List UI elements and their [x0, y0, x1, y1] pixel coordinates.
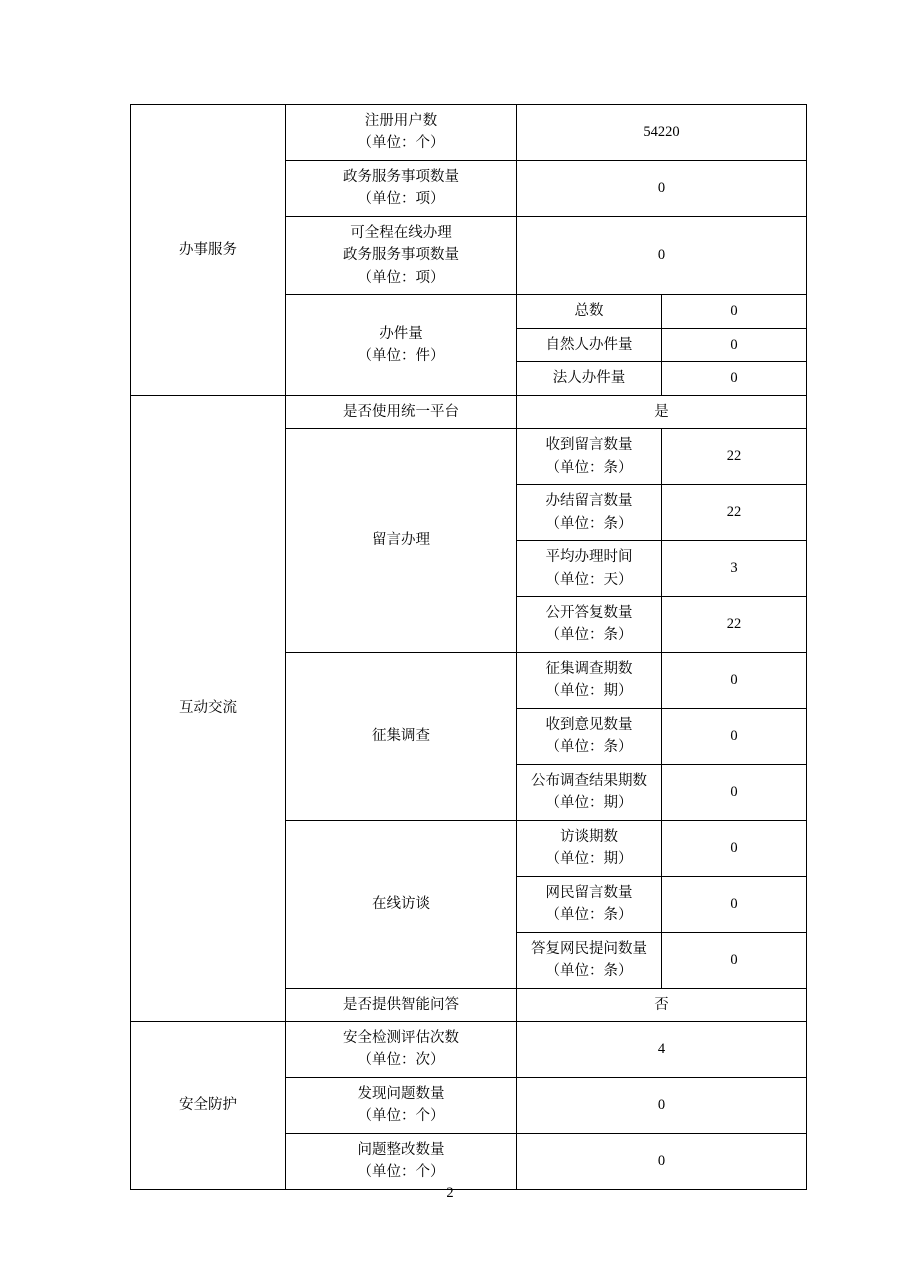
- item-cell-security-assessments: 安全检测评估次数 （单位：次）: [286, 1022, 517, 1078]
- value-cell-interview-periods: 0: [662, 820, 807, 876]
- sub-label-opinions-received: 收到意见数量 （单位：条）: [517, 708, 662, 764]
- sub-label-interview-periods: 访谈期数 （单位：期）: [517, 820, 662, 876]
- value-cell-registered-users: 54220: [517, 105, 807, 161]
- value-cell-messages-completed: 22: [662, 485, 807, 541]
- value-cell-average-handling-time: 3: [662, 541, 807, 597]
- value-cell-survey-periods: 0: [662, 652, 807, 708]
- page-number: 2: [446, 1185, 454, 1201]
- value-cell-service-items-count: 0: [517, 160, 807, 216]
- annual-report-table: [130, 104, 807, 1190]
- sub-label-messages-received: 收到留言数量 （单位：条）: [517, 429, 662, 485]
- value-cell-issues-found: 0: [517, 1077, 807, 1133]
- sub-label-natural-person-cases: 自然人办件量: [517, 328, 662, 361]
- sub-label-public-replies: 公开答复数量 （单位：条）: [517, 596, 662, 652]
- item-cell-registered-users: 注册用户数 （单位：个）: [286, 105, 517, 161]
- value-cell-security-assessments: 4: [517, 1022, 807, 1078]
- value-cell-unified-platform: 是: [517, 395, 807, 428]
- item-cell-online-service-items: 可全程在线办理 政务服务事项数量 （单位：项）: [286, 216, 517, 294]
- sub-label-published-survey-results: 公布调查结果期数 （单位：期）: [517, 764, 662, 820]
- value-cell-netizen-messages: 0: [662, 876, 807, 932]
- category-cell-hudongjiaoliu: 互动交流: [131, 395, 286, 1021]
- value-cell-opinions-received: 0: [662, 708, 807, 764]
- value-cell-natural-person-cases: 0: [662, 328, 807, 361]
- category-cell-anquanfanghu: 安全防护: [131, 1022, 286, 1190]
- sub-label-average-handling-time: 平均办理时间 （单位：天）: [517, 541, 662, 597]
- value-cell-published-survey-results: 0: [662, 764, 807, 820]
- value-cell-total: 0: [662, 295, 807, 328]
- item-cell-survey-collection: 征集调查: [286, 652, 517, 820]
- category-cell-banshifuwu: 办事服务: [131, 105, 286, 396]
- value-cell-smart-qa: 否: [517, 988, 807, 1021]
- item-cell-unified-platform: 是否使用统一平台: [286, 395, 517, 428]
- item-cell-smart-qa: 是否提供智能问答: [286, 988, 517, 1021]
- sub-label-survey-periods: 征集调查期数 （单位：期）: [517, 652, 662, 708]
- value-cell-answered-netizen-questions: 0: [662, 932, 807, 988]
- item-cell-online-interview: 在线访谈: [286, 820, 517, 988]
- item-cell-issues-found: 发现问题数量 （单位：个）: [286, 1077, 517, 1133]
- sub-label-total: 总数: [517, 295, 662, 328]
- value-cell-online-service-items: 0: [517, 216, 807, 294]
- item-cell-issues-rectified: 问题整改数量 （单位：个）: [286, 1133, 517, 1189]
- item-cell-service-items-count: 政务服务事项数量 （单位：项）: [286, 160, 517, 216]
- sub-label-answered-netizen-questions: 答复网民提问数量 （单位：条）: [517, 932, 662, 988]
- value-cell-public-replies: 22: [662, 596, 807, 652]
- report-table-container: [130, 104, 785, 1190]
- table-row: [131, 395, 807, 428]
- table-row: [131, 105, 807, 161]
- sub-label-messages-completed: 办结留言数量 （单位：条）: [517, 485, 662, 541]
- item-cell-case-volume: 办件量 （单位：件）: [286, 295, 517, 395]
- sub-label-netizen-messages: 网民留言数量 （单位：条）: [517, 876, 662, 932]
- table-body: [131, 105, 807, 1190]
- sub-label-legal-person-cases: 法人办件量: [517, 362, 662, 395]
- table-row: [131, 1022, 807, 1078]
- item-cell-message-handling: 留言办理: [286, 429, 517, 653]
- value-cell-issues-rectified: 0: [517, 1133, 807, 1189]
- value-cell-messages-received: 22: [662, 429, 807, 485]
- value-cell-legal-person-cases: 0: [662, 362, 807, 395]
